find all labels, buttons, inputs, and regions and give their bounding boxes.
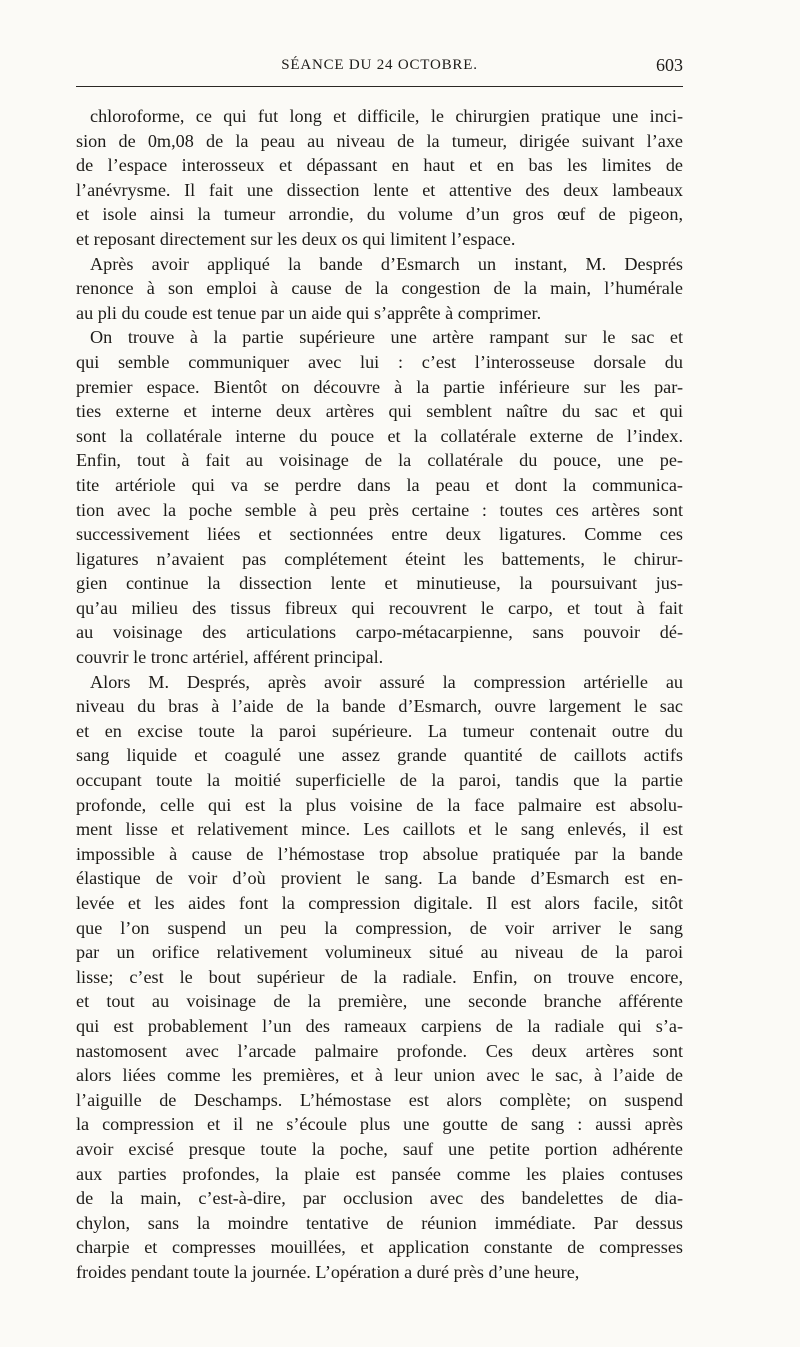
text-line: de la main, c’est-à-dire, par occlusion avec des bandelettes de dia- [76, 1188, 683, 1209]
text-line: sont la collatérale interne du pouce et la collatérale externe de l’index. [76, 425, 683, 446]
text-line: sion de 0m,08 de la peau au niveau de la tumeur, dirigée suivant l’axe [76, 130, 683, 151]
text-line: chloroforme, ce qui fut long et difficile, le chirurgien pratique une inci- [90, 106, 683, 126]
text-line: Enfin, tout à fait au voisinage de la collatérale du pouce, une pe- [76, 450, 683, 471]
text-line: premier espace. Bientôt on découvre à la partie inférieure sur les par- [76, 376, 683, 397]
text-line: l’anévrysme. Il fait une dissection lente et attentive des deux lambeaux [76, 179, 683, 200]
text-line: Alors M. Després, après avoir assuré la compression artérielle au [90, 671, 683, 692]
text-line: ties externe et interne deux artères qui semblent naître du sac et qui [76, 401, 683, 422]
text-line: que l’on suspend un peu la compression, de voir arriver le sang [76, 917, 683, 938]
text-line: et tout au voisinage de la première, une seconde branche afférente [76, 991, 683, 1012]
text-line: occupant toute la moitié superficielle de la paroi, tandis que la partie [76, 770, 683, 791]
page-number: 603 [656, 55, 683, 75]
text-line: par un orifice relativement volumineux situé au niveau de la paroi [76, 942, 683, 963]
text-line: tite artériole qui va se perdre dans la peau et dont la communica- [76, 474, 683, 495]
text-line: lisse; c’est le bout supérieur de la radiale. Enfin, on trouve encore, [76, 966, 683, 987]
text-line: On trouve à la partie supérieure une artère rampant sur le sac et [90, 327, 683, 348]
text-line: et isole ainsi la tumeur arrondie, du volume d’un gros œuf de pigeon, [76, 204, 683, 225]
text-line: ment lisse et relativement mince. Les caillots et le sang enlevés, il est [76, 819, 683, 840]
body-text [76, 104, 683, 1285]
paragraph [76, 670, 683, 1285]
text-line: l’aiguille de Deschamps. L’hémostase est alors complète; on suspend [76, 1089, 683, 1110]
text-line: profonde, celle qui est la plus voisine de la face palmaire est absolu- [76, 794, 683, 815]
text-line: levée et les aides font la compression digitale. Il est alors facile, sitôt [76, 893, 683, 913]
text-line: qui est probablement l’un des rameaux carpiens de la radiale qui s’a- [76, 1015, 683, 1036]
text-line: successivement liées et sectionnées entre deux ligatures. Comme ces [76, 524, 683, 545]
text-line: froides pendant toute la journée. L’opération a duré près d’une heure, [76, 1261, 580, 1282]
text-line: de l’espace interosseux et dépassant en haut et en bas les limites de [76, 155, 683, 176]
text-line: et reposant directement sur les deux os qui limitent l’espace. [76, 228, 516, 249]
text-line: qu’au milieu des tissus fibreux qui recouvrent le carpo, et tout à fait [76, 597, 683, 618]
text-line: ligatures n’avaient pas complétement éteint les battements, le chirur- [76, 548, 683, 569]
text-line: impossible à cause de l’hémostase trop absolue pratiquée par la bande [76, 843, 683, 864]
text-line: chylon, sans la moindre tentative de réunion immédiate. Par dessus [76, 1212, 683, 1233]
text-line: tion avec la poche semble à peu près certaine : toutes ces artères sont [76, 499, 683, 520]
text-line: au voisinage des articulations carpo-métacarpienne, sans pouvoir dé- [76, 622, 683, 643]
text-line: niveau du bras à l’aide de la bande d’Esmarch, ouvre largement le sac [76, 696, 683, 717]
text-line: qui semble communiquer avec lui : c’est l’interosseuse dorsale du [76, 351, 683, 372]
text-line: charpie et compresses mouillées, et application constante de compresses [76, 1237, 683, 1258]
paragraph [76, 252, 683, 326]
text-line: avoir excisé presque toute la poche, sauf une petite portion adhérente [76, 1138, 683, 1159]
text-line: aux parties profondes, la plaie est pansée comme les plaies contuses [76, 1163, 683, 1184]
text-line: au pli du coude est tenue par un aide qui s’apprête à comprimer. [76, 302, 542, 323]
running-head: SÉANCE DU 24 OCTOBRE. [281, 57, 478, 73]
text-line: couvrir le tronc artériel, afférent principal. [76, 647, 384, 668]
text-line: gien continue la dissection lente et minutieuse, la poursuivant jus- [76, 573, 683, 594]
text-line: Après avoir appliqué la bande d’Esmarch un instant, M. Després [90, 253, 683, 274]
text-line: sang liquide et coagulé une assez grande quantité de caillots actifs [76, 745, 683, 766]
paragraph [76, 325, 683, 669]
text-line: alors liées comme les premières, et à leur union avec le sac, à l’aide de [76, 1065, 683, 1086]
text-line: nastomosent avec l’arcade palmaire profonde. Ces deux artères sont [76, 1040, 683, 1061]
text-line: renonce à son emploi à cause de la congestion de la main, l’humérale [76, 278, 683, 299]
page-header [76, 50, 683, 87]
text-line: la compression et il ne s’écoule plus une goutte de sang : aussi après [76, 1114, 683, 1135]
text-line: élastique de voir d’où provient le sang. La bande d’Esmarch est en- [76, 868, 683, 889]
paragraph [76, 104, 683, 252]
text-line: et en excise toute la paroi supérieure. La tumeur contenait outre du [76, 720, 683, 741]
